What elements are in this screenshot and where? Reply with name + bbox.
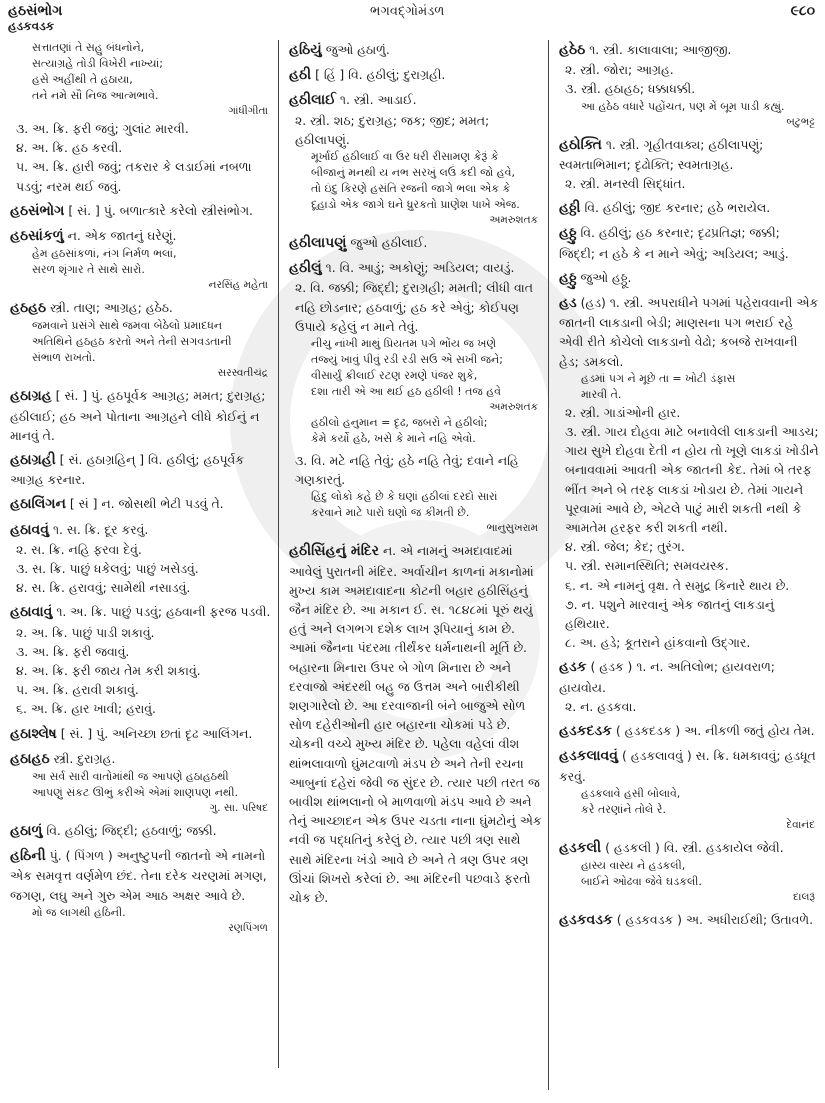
quotation: [581, 858, 819, 890]
headword: હઠેઠ: [559, 42, 586, 58]
quotation: [32, 318, 272, 366]
definition: ( હડકલાવવું ) સ. ક્રિ. ધમકાવવું; હડધૂત કરવું.: [559, 748, 816, 784]
dictionary-entry: [559, 746, 819, 832]
quote-line: હડકલાવે હસી બોલાવે,: [581, 786, 681, 800]
definition: [ સં. ] પું. અનિચ્છા છતાં દૃઢ આલિંગન.: [60, 725, 253, 741]
headword: હઠીલાપણું: [289, 235, 347, 252]
quote-line: કેમે કર્યો હઠે, ખસે કે માને નહિ એવો.: [311, 432, 476, 446]
headword: હઠીસિંહનું મંદિર: [289, 543, 379, 560]
definition: વિ. હઠીલું; જિદ્દી; હઠવાળું; જક્કી.: [46, 823, 217, 839]
headword: હઠહઠ: [10, 300, 47, 317]
definition: [ હિં ] વિ. હઠીલું; દુરાગ્રહી.: [315, 67, 446, 83]
definition: [ સં. ] પું. બળાત્કારે કરેલો સ્ત્રીસંભોગ.: [68, 202, 253, 218]
quote-line: વીસાર્યું ક્રીલાઈ રટણ રમણે પંજર શુકે,: [311, 369, 478, 383]
quote-line: સત્તાતણાં તે સહુ બંધનોને,: [32, 41, 145, 54]
quote-line: આ સર્વ સારી વાતોમાંથી જ આપણે હઠાહઠથી: [32, 770, 229, 784]
dictionary-entry: [559, 40, 819, 130]
quote-line: દશા તારી એ આ થઈ હઠ હઠીલી ! તજ હવે: [311, 385, 501, 399]
dictionary-entry: [10, 749, 272, 816]
dictionary-entry: [10, 494, 272, 514]
sense: ૬. અ. ક્રિ. હાર ખાવી; હરાવું.: [16, 701, 156, 717]
definition: ન. એક જાતનું ઘરેણું.: [67, 228, 177, 244]
definition: ન. એ નામનું અમદાવાદમાં આવેલું પુરાતની મંદિર. અર્વાચીન કાળનાં મકાનોમાં મુખ્ય કામ અમદાવાદના કોટની બહાર હઠીસિંહનું જૈન મંદિર છે. આ મકાન ઈ. સ. ૧૮૪૮માં પૂરું થયું હતું અને લગભગ દશેક લાખ રૂપિયાનું કામ છે. આમાં જૈનના પંદરમા તીર્થંકર ધર્મનાથની મૂર્તિ છે. બહારના મિનારા ઉપર બે ગોળ મિનારા છે અને દરવાજો અંદરથી બહુ જ ઉત્તમ અને બારીકીથી શણગારેલો છે. આ દરવાજાની બંને બાજુએ સોળ સોળ દહેરીઓની હાર બહારના ચોકમાં પડે છે. ચોકની વચ્ચે મુખ્ય મંદિર છે. પહેલા વહેલાં વીશ થાંભલાવાળો ઘુંમટવાળો મંડપ છે અને તેની રચના આબુનાં દહેરાં જેવી જ સુંદર છે. ત્યાર પછી તરત જ બાવીશ થાંભલાનો બે માળવાળો મંડપ આવે છે અને તેનું આચ્છાદન એક ઉપર ચડતા નાના ઘુંમટોનું એક નવી જ પદ્ધતિનું કરેલું છે. ત્યાર પછી ત્રણ સાથે સાથે મંદિરના ખંડો આવે છે અને તે ત્રણ ઉપર ત્રણ ઊંચાં શિખરો કરેલાં છે. આ મંદિરની પછવાડે ફરતો ચોક છે.: [289, 543, 542, 906]
headword: હડક: [559, 659, 587, 676]
definition: [ સં. ] પું. હઠપૂર્વક આગ્રહ; મમત; દુરાગ્રહ; હઠીલાઈ; હઠ અને પોતાના આગ્રહને લીધે કોઈનું ન માનવું તે.: [10, 388, 266, 443]
sense: ૫. અ. ક્રિ. હારી જવું; તકરાર કે લડાઈમાં નબળા પડવું; નરમ થઈ જવું.: [16, 159, 252, 194]
page-body: [0, 40, 825, 1100]
headword: હડકવડક: [559, 911, 613, 928]
sense: ૩. અ. ક્રિ. ફરી જવાવું.: [16, 643, 130, 659]
quote-source: અમરુશતક: [489, 401, 538, 414]
quote-line: હઠીલો હનુમાન = દૃઢ, જબરો ને હઠીલો;: [311, 416, 488, 430]
definition: [ સં ] ન. જોસથી ભેટી પડવું તે.: [69, 496, 224, 512]
guide-word-left-sub: હડકવડક: [8, 19, 55, 33]
quote-line: તને નમે સૌ નિજ આત્મભાવે.: [32, 89, 159, 102]
headword: હઠાહઠ: [10, 750, 50, 767]
dictionary-entry: [10, 724, 272, 744]
quote-line: આ હઠેઠ વધારે પહોંચત, પણ મેં બૂમ પાડી કહ્યું.: [581, 99, 785, 113]
sense: ૪. અ. ક્રિ. હઠ કરવી.: [16, 140, 123, 156]
dictionary-entry: [10, 201, 272, 221]
headword: હઠી: [289, 67, 312, 84]
headword: હઠાગ્રહી: [10, 452, 56, 469]
sense: ૩. વિ. મટે નહિ તેવું; હઠે નહિ તેવું; દવાને નહિ ગણકારતું.: [295, 453, 519, 488]
dictionary-entry: [559, 223, 819, 262]
dictionary-entry: [10, 386, 272, 445]
quote-source: સરસ્વતીચંદ્ર: [217, 367, 268, 380]
definition: જુઓ હઠીલાઈ.: [350, 235, 428, 251]
quote-line: હેમ હઠસાંકળાં, નંગ નિર્મળ ભલાં,: [32, 247, 177, 261]
definition: ૧. અ. ક્રિ. પાછું પડવું; હઠવાની ફરજ પડવી.: [56, 604, 271, 620]
quote-source: દાલરૂં: [793, 890, 815, 903]
sense: ૨. અ. ક્રિ. પાછું પાડી શકાવું.: [16, 624, 155, 640]
quote-line: હાસ્ય વાસ્ય ને હડકલી,: [581, 858, 686, 872]
sense: ૪. સ. ક્રિ. હરાવવું; સામેથી નસાડવું.: [16, 580, 191, 596]
sense: ૭. ન. પશુને મારવાનું એક જાતનું લાકડાનું હથિયાર.: [565, 596, 775, 632]
sense: ૩. સ્ત્રી. ગાય દોહવા માટે બનાવેલી લાકડાની આડચ; ગાય સુખે દોહવા દેતી ન હોય તો ખૂણે લાકડાં ખોડીને બનાવવામાં આવતી એક જાતની કેદ. તેમાં બે તરફ ભીંત અને બે તરફ લાકડાં ખોડાય છે. તેમાં ગાયને પૂરવામાં આવે છે, એટલે પાટું મારી શકતી નથી કે આમતેમ હરફર કરી શકતી નથી.: [565, 424, 819, 536]
sense: ૨. સ્ત્રી. શઠ; દુરાગ્રહ; જક; જીદ; મમત; હઠીલાપણું.: [295, 112, 490, 147]
sense: ૨. વિ. જક્કી; જિદ્દી; દુરાગ્રહી; મમતી; લીધી વાત નહિ છોડનાર; હઠવાળું; હઠ કરે એવું; કોઈપણ ઉપાયે કહેલું ન માને તેવું.: [295, 280, 533, 334]
headword: હઠાશ્લેષ: [10, 725, 57, 742]
definition: ( હડકદડક ) અ. નીકળી જતું હોય તેમ.: [615, 723, 815, 739]
sense: ૨. સ્ત્રી. ગાડાંઓની હાર.: [565, 404, 681, 420]
dictionary-entry: [559, 135, 819, 194]
sense: ૨. સ્ત્રી. જોરા; આગ્રહ.: [565, 62, 674, 78]
definition: ( હડક ) ૧. ન. અતિલોભ; હાયવરાળ; હાયવોય.: [559, 659, 775, 695]
quote-source: ભાનુસુખરામ: [486, 522, 538, 535]
headword: હઠિની: [10, 848, 46, 865]
dictionary-entry: [559, 293, 819, 652]
sense: ૩. અ. ક્રિ. ફરી જવું; ગુલાંટ મારવી.: [16, 121, 189, 136]
headword: હઠ્ઠુ: [559, 269, 577, 286]
definition: ( હડકવડક ) અ. અધીરાઈથી; ઉતાવળે.: [616, 911, 814, 927]
dictionary-entry: [10, 450, 272, 489]
sense: ૨. સ્ત્રી. મનસ્વી સિદ્ધાંત.: [565, 176, 686, 192]
headword: હઠાવાવું: [10, 604, 53, 621]
quotation: [311, 336, 542, 400]
definition: ૧. સ. ક્રિ. દૂર કરવું.: [52, 521, 149, 537]
quote-source: અમરુશતક: [489, 214, 538, 227]
dictionary-entry: [10, 298, 272, 381]
dictionary-entry: [10, 602, 272, 718]
quote-line: હડમાં પગ ને મૂછે તા = ખોટી ડંફાસ: [581, 371, 736, 385]
sense: ૨. ન. હડકવા.: [565, 698, 637, 714]
headword: હઠાળું: [10, 823, 43, 840]
sense: ૬. ન. એ નામનું વૃક્ષ. તે સમુદ્ર કિનારે થાય છે.: [565, 577, 790, 593]
quote-line: તજ્યું ખાવું પીવું રડી રડી સઉ એ સખી જને;: [311, 353, 503, 367]
definition: (હડ) ૧. સ્ત્રી. અપરાધીને પગમાં પહેરાવવાની એક જાતની લાકડાની બેડી; માણસના પગ ભરાઈ રહે એવી રીતે કોચેલો લાકડાનો વેઢો; કબજે રાખવાની હેડ; ડમકલો.: [559, 295, 819, 369]
headword: હઠસાંકળું: [10, 228, 64, 245]
quote-line: સંભાળ રાખતો.: [32, 351, 96, 365]
definition: વિ. હઠીલું; હઠ કરનાર; દૃઢપ્રતિજ્ઞ; જક્કી; જિદ્દી; ન હઠે કે ન માને એવું; અડિયલ; આડું.: [559, 225, 789, 261]
dictionary-entry: [559, 657, 819, 716]
quote-line: હિંદુ લોકો કહે છે કે ઘણાં હઠીલાં દરદો સારાં: [311, 490, 498, 504]
headword: હઠાવવું: [10, 521, 49, 538]
quote-line: બાઈને ઓઢવા જેવે ઘડકલી.: [581, 874, 702, 888]
quote-source: દેવાનંદ: [786, 818, 815, 831]
definition: [ સં. હઠાગ્રહિન્ ] વિ. હઠીલું; હઠપૂર્વક આગ્રહ કરનાર.: [10, 452, 244, 488]
quote-source: ગુ. સા. પરિષદ: [209, 802, 268, 815]
quotation: [581, 371, 819, 403]
definition: જુઓ હઠ્ઠૂ.: [580, 269, 632, 285]
dictionary-entry: [289, 233, 542, 253]
definition: પું. ( પિંગળ ) અનુષ્ટુપની જાતનો એ નામનો એક સમવૃત્ત વર્ણમેળ છંદ. તેના દરેક ચરણમાં મગણ, જગણ, લઘુ અને ગુરુ એમ આઠ અક્ષર આવે છે.: [10, 848, 267, 903]
headword: હઠ્ઠી: [559, 200, 581, 217]
headword: હડકલી: [559, 839, 602, 856]
column-middle: [278, 40, 548, 1068]
dictionary-entry: [559, 721, 819, 741]
definition: ૧. વિ. આડું; અકોણું; અડિયલ; વાયડું.: [325, 260, 515, 276]
headword: હઠીલાઈ: [289, 92, 336, 109]
page-number: ૯૮૦: [790, 3, 815, 19]
dictionary-entry: [10, 226, 272, 293]
quote-line: બીજાનું મનથી ય નભ સરખું લઉં કદી જો હવે,: [311, 166, 515, 180]
quote-line: સરળ શૃંગાર તે સાથે સારો.: [32, 263, 145, 277]
dictionary-entry: [289, 258, 542, 536]
dictionary-entry: [289, 541, 542, 907]
dictionary-title: ભગવદ્ગોમંડળ: [370, 4, 445, 19]
quotation: [311, 149, 542, 213]
sense: ૪. સ્ત્રી. જેલ; કેદ; તુરંગ.: [565, 539, 685, 555]
quote-line: દૂહાડો એક જાગે ઘને ધ્રુરકતો પ્રાણેશ પાખે એજ.: [311, 198, 520, 212]
quote-source: નરસિંહ મહેતા: [208, 279, 268, 292]
quote-line: મો જ લાગથી હઠિની.: [32, 905, 126, 919]
headword: હઠીલું: [289, 260, 322, 277]
headword: હઠાગ્રહ: [10, 388, 52, 405]
column-left: [0, 40, 278, 1100]
headword: હઠિયું: [289, 42, 322, 58]
dictionary-entry: [10, 846, 272, 936]
quote-line: હસે અહીંથી તે હઠાયા,: [32, 73, 133, 86]
page-header: [0, 0, 825, 36]
sense: ૨. સ. ક્રિ. નહિ ફરવા દેવું.: [16, 541, 142, 557]
headword: હઠસંભોગ: [10, 202, 65, 219]
quotation: [32, 40, 272, 104]
definition: સ્ત્રી. દુરાગ્રહ.: [53, 750, 116, 766]
quote-line: મૂર્ખાઈ હઠીલાઈ વા ઉર ધરી રીસામણ કેરૂં કે: [311, 150, 499, 164]
quotation: [581, 99, 819, 115]
quote-line: સત્યાગ્રહે તોડી વિખેરી નાખ્યાં;: [32, 57, 163, 70]
sense: ૫. અ. ક્રિ. હરાવી શકાવું.: [16, 682, 139, 698]
definition: જુઓ હઠાળું.: [325, 42, 390, 57]
dictionary-entry: [559, 910, 819, 930]
dictionary-entry: [559, 268, 819, 288]
quotation: [311, 415, 542, 447]
definition: ૧. સ્ત્રી. ગૃહીતવાક્ય; હઠીલાપણું; સ્વમતાભિમાન; દૃઢોક્તિ; સ્વમતાગ્રહ.: [559, 136, 764, 172]
quotation: [32, 769, 272, 801]
quote-source: બટુભટ્ટ: [786, 115, 815, 128]
definition: વિ. હઠીલું; જીદ કરનાર; હઠે ભરાયેલ.: [584, 200, 771, 216]
quote-line: અતિથિને હઠહઠ કરતો અને તેની સગવડતાની: [32, 335, 232, 349]
dictionary-entry: [10, 520, 272, 598]
sense: ૩. સ્ત્રી. હઠાહઠ; ધક્કાધક્કી.: [565, 81, 696, 97]
definition: ૧. સ્ત્રી. કાલાવાલા; આજીજી.: [589, 42, 732, 57]
quote-source: ગાંધીગીતા: [228, 105, 268, 117]
sense: ૮. અ. હડે; કૂતરાને હાંકવાનો ઉદ્ગાર.: [565, 635, 751, 651]
sense: ૪. અ. ક્રિ. ફરી જાય તેમ કરી શકાવું.: [16, 663, 201, 679]
guide-word-left: હઠસંભોગ: [8, 3, 63, 19]
dictionary-entry: [289, 40, 542, 60]
quote-line: જમવાને પ્રસંગે સાથે જમવા બેઠેલો પ્રમાદધન: [32, 319, 223, 333]
quotation: [32, 246, 272, 278]
sense: ૫. સ્ત્રી. સમાનસ્થિતિ; સમવયસ્ક.: [565, 558, 729, 574]
headword: હડકદડક: [559, 723, 612, 740]
headword: હઠોક્તિ: [559, 136, 602, 153]
definition: ( હડકલી ) વિ. સ્ત્રી. હડકાયેલ જેવી.: [605, 839, 784, 855]
dictionary-entry: [289, 65, 542, 85]
dictionary-entry: [289, 90, 542, 228]
quote-line: મારવી તે.: [581, 387, 622, 401]
definition: ૧. સ્ત્રી. આડાઈ.: [339, 92, 417, 108]
headword: હડકલાવવું: [559, 748, 618, 765]
sense: ૩. સ. ક્રિ. પાછું ધકેલવું; પાછું ખસેડવું.: [16, 561, 199, 577]
quotation: [581, 786, 819, 818]
dictionary-entry: [10, 821, 272, 841]
quote-line: કરવાને માટે પારો ઘણો જ કીમતી છે.: [311, 506, 470, 520]
headword: હઠ્ઠુ: [559, 225, 577, 242]
dictionary-entry: [559, 198, 819, 218]
quote-line: નીચુ નાંખી માથું પ્રિયતમ પગે ભોંય જ ખણે: [311, 337, 497, 351]
headword: હઠાલિંગન: [10, 496, 66, 513]
quote-line: કરે તરણાંને તોલે રે.: [581, 802, 666, 816]
quote-source: રણપિંગળ: [228, 921, 268, 934]
quotation: [311, 489, 542, 521]
quote-line: આપણું સંકટ ઊભું કરીએ એમાં શાણપણ નથી.: [32, 786, 238, 800]
definition: સ્ત્રી. તાણ; આગ્રહ; હઠેઠ.: [50, 300, 173, 316]
column-right: [548, 40, 825, 1090]
dictionary-entry: [559, 838, 819, 905]
headword: હડ: [559, 295, 577, 312]
quote-line: તો ઇંદુ કિરણે હસંતિ રજની જાગે ભલા એક કે: [311, 182, 511, 196]
quotation: [32, 905, 272, 921]
